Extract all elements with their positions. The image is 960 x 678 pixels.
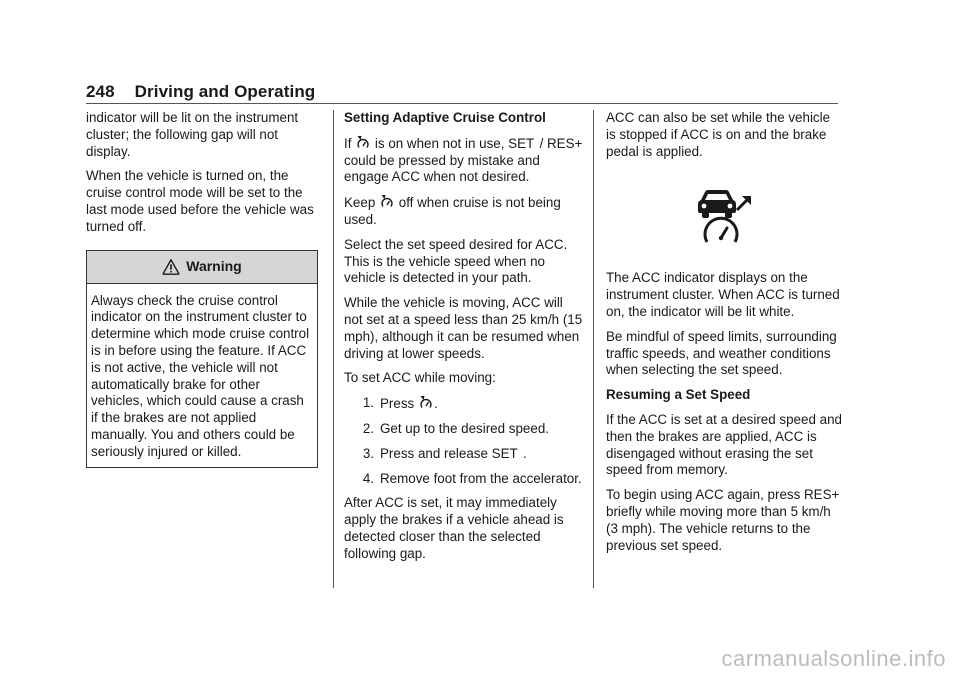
acc-indicator-icon <box>693 190 755 244</box>
column-1 <box>86 110 326 468</box>
section-title: Driving and Operating <box>134 82 316 101</box>
paragraph <box>344 194 584 229</box>
header-divider <box>86 103 838 104</box>
list-item <box>344 446 584 463</box>
column-divider <box>593 110 594 588</box>
paragraph: ACC can also be set while the vehicle is stopped if ACC is on and the brake pedal is applied. <box>606 110 831 159</box>
list-item <box>344 471 584 488</box>
warning-triangle-icon <box>162 258 180 276</box>
steps-list <box>344 395 584 487</box>
column-2 <box>344 110 584 571</box>
paragraph <box>344 135 584 186</box>
watermark: carmanualsonline.info <box>721 646 946 671</box>
paragraph: While the vehicle is moving, ACC will not set at a speed less than 25 km/h (15 mph), although it can be resumed when driving at lower speeds. <box>344 295 583 361</box>
step-text: Get up to the desired speed. <box>380 420 549 436</box>
paragraph: To set ACC while moving: <box>344 370 496 386</box>
page-number: 248 <box>86 82 115 101</box>
paragraph: indicator will be lit on the instrument cluster; the following gap will not display. <box>86 110 299 159</box>
warning-title: Warning <box>186 258 242 275</box>
text-run: is on when not in use, SET / RES+ could be pressed by mistake and engage ACC when not desired. <box>344 135 583 185</box>
column-3 <box>606 110 842 562</box>
section-heading: Setting Adaptive Cruise Control <box>344 110 546 125</box>
section-heading: Resuming a Set Speed <box>606 387 751 403</box>
paragraph: When the vehicle is turned on, the cruise control mode will be set to the last mode used before the vehicle was turned off. <box>86 168 314 234</box>
text-run: If <box>344 135 352 151</box>
step-text: Remove foot from the accelerator. <box>380 470 582 486</box>
adaptive-cruise-button-icon <box>356 135 370 151</box>
step-number: 1. <box>362 395 374 411</box>
step-number: 4. <box>362 470 374 486</box>
acc-indicator-figure <box>606 190 842 244</box>
adaptive-cruise-button-icon <box>419 395 433 411</box>
adaptive-cruise-button-icon <box>380 194 394 210</box>
step-text: Press and release SET . <box>380 445 527 461</box>
paragraph: The ACC indicator displays on the instrument cluster. When ACC is turned on, the indicator will be lit white. <box>606 270 840 319</box>
list-item <box>344 395 584 413</box>
warning-box <box>86 250 318 468</box>
column-divider <box>333 110 334 588</box>
step-text <box>380 395 584 413</box>
paragraph: To begin using ACC again, press RES+ briefly while moving more than 5 km/h (3 mph). The vehicle returns to the previous set speed. <box>606 487 840 553</box>
text-run: off when cruise is not being used. <box>344 195 561 227</box>
warning-header <box>87 251 317 284</box>
text-run: . <box>433 396 438 412</box>
text-run: Press <box>380 396 415 412</box>
page-header <box>86 82 315 102</box>
paragraph: Be mindful of speed limits, surrounding traffic speeds, and weather conditions when selecting the set speed. <box>606 328 837 378</box>
paragraph: If the ACC is set at a desired speed and then the brakes are applied, ACC is disengaged without erasing the set speed from memory. <box>606 411 842 478</box>
paragraph: Select the set speed desired for ACC. This is the vehicle speed when no vehicle is detected in your path. <box>344 236 568 286</box>
paragraph: After ACC is set, it may immediately apply the brakes if a vehicle ahead is detected closer than the selected following gap. <box>344 495 564 561</box>
step-number: 2. <box>362 420 374 436</box>
text-run: Keep <box>344 195 376 211</box>
warning-text: Always check the cruise control indicator on the instrument cluster to determine which mode cruise control is in before using the feature. If ACC is not active, the vehicle will not automatically brake for other vehicles, which could cause a crash if the brakes are not applied manually. You and others could be seriously injured or killed. <box>91 292 310 459</box>
step-number: 3. <box>362 445 374 461</box>
list-item <box>344 421 584 438</box>
